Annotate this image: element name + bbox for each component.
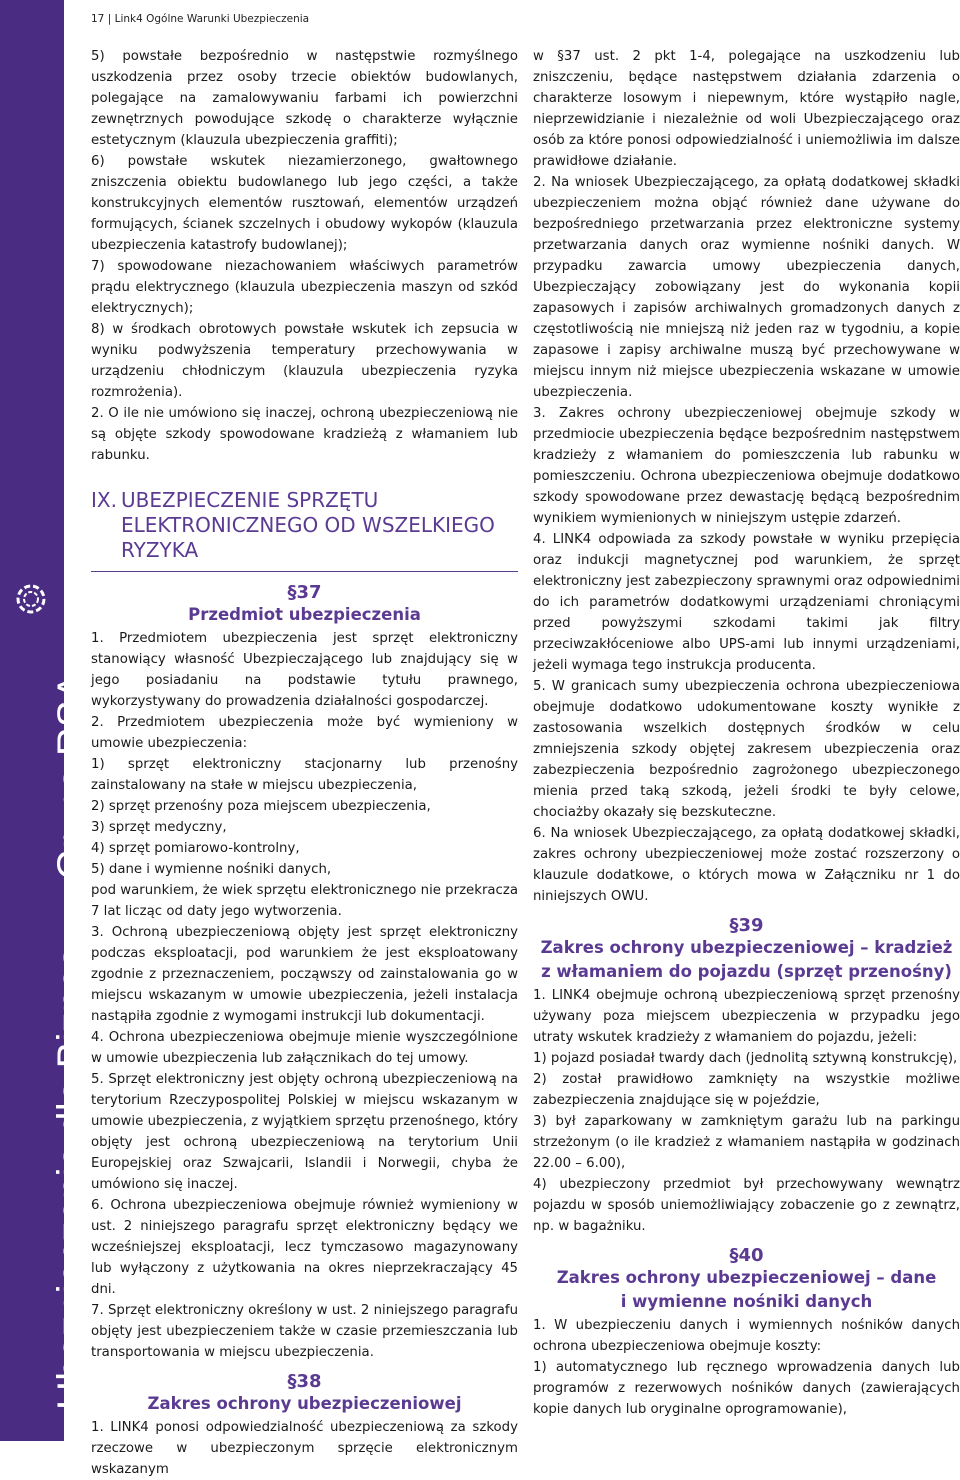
- section-title-line: ELEKTRONICZNEGO OD WSZELKIEGO: [121, 513, 495, 537]
- paragraph: 2. Na wniosek Ubezpieczającego, za opłatą dodatkowej składki ubezpieczeniem można objąć również dane używane do bezpośredniego przetwarzania przez elektroniczne systemy przetwarzania danych oraz wymienne nośniki danych. W przypadku zawarcia umowy ubezpieczenia danych, Ubezpieczający zobowiązany jest do wykonania kopii zapasowych i zapisów archiwalnych gromadzonych danych z częstotliwością nie mniejszą niż jeden raz w tygodniu, a kopie zapasowe i zapisy archiwalne muszą być przechowywane w miejscu innym niż miejsce ubezpieczenia wskazane w umowie ubezpieczenia.: [533, 175, 960, 400]
- paragraph-mark: §40: [729, 1245, 764, 1266]
- list-item: 5) dane i wymienne nośniki danych,: [91, 862, 332, 877]
- section-number: IX.: [91, 488, 117, 512]
- paragraph: 1. Przedmiotem ubezpieczenia jest sprzęt elektroniczny stanowiący własność Ubezpieczającego lub znajdujący się w jego posiadaniu na podstawie tytułu prawnego, wykorzystywany do prowadzenia działalności gospodarczej.: [91, 631, 518, 709]
- paragraph: 5) powstałe bezpośrednio w następstwie rozmyślnego uszkodzenia przez osoby trzecie obiektów budowlanych, polegające na zamalowywaniu farbami ich powierzchni zewnętrznych powodujące szkodę o charakterze wyłącznie estetycznym (klauzula ubezpieczenia graffiti);: [91, 49, 518, 148]
- header-separator: |: [107, 13, 112, 25]
- section-heading: [91, 488, 518, 572]
- paragraph-title-line: z włamaniem do pojazdu (sprzęt przenośny): [541, 962, 952, 981]
- paragraph: 2. O ile nie umówiono się inaczej, ochroną ubezpieczeniową nie są objęte szkody spowodowane kradzieżą z włamaniem lub rabunku.: [91, 406, 518, 463]
- paragraph: 1. W ubezpieczeniu danych i wymiennych nośników danych ochrona ubezpieczeniowa obejmuje koszty:: [533, 1318, 960, 1354]
- paragraph-title-line: Zakres ochrony ubezpieczeniowej – dane: [556, 1268, 937, 1287]
- paragraph: w §37 ust. 2 pkt 1-4, polegające na uszkodzeniu lub zniszczeniu, będące następstwem działania zdarzenia o charakterze losowym i niepewnym, które wystąpiło nagle, nieprzewidzianie i niezależnie od woli Ubezpieczającego oraz osób za które ponosi odpowiedzialność i uniemożliwia im dalsze prawidłowe działanie.: [533, 49, 960, 169]
- list-item: 2) został prawidłowo zamknięty na wszystkie możliwe zabezpieczenia znajdujące się w pojeździe,: [533, 1072, 960, 1108]
- right-column: [533, 46, 960, 1420]
- paragraph-mark: §37: [287, 582, 322, 603]
- paragraph: 4. LINK4 odpowiada za szkody powstałe w wyniku przepięcia oraz indukcji magnetycznej pod warunkiem, że sprzęt elektroniczny jest zabezpieczony sprawnymi oraz odpowiednimi do ich parametrów dodatkowymi urządzeniami chroniącymi przed powyższymi szkodami takimi jak filtry przeciwzakłóceniowe albo UPS-ami lub innymi urządzeniami, jeżeli wymaga tego instrukcja producenta.: [533, 532, 960, 673]
- list-item: 4) ubezpieczony przedmiot był przechowywany wewnątrz pojazdu w sposób uniemożliwiający zobaczenie go z zewnątrz, np. w bagażniku.: [533, 1177, 960, 1234]
- paragraph: 1. LINK4 ponosi odpowiedzialność ubezpieczeniową za szkody rzeczowe w ubezpieczonym sprzęcie elektronicznym wskazanym: [91, 1420, 518, 1477]
- document-title: Link4 Ogólne Warunki Ubezpieczenia: [114, 13, 310, 25]
- paragraph: 6. Na wniosek Ubezpieczającego, za opłatą dodatkowej składki, zakres ochrony ubezpieczeniowej może zostać rozszerzony o klauzule dodatkowe, o których mowa w Załączniku nr 1 do niniejszych OWU.: [533, 826, 960, 904]
- paragraph: 3. Zakres ochrony ubezpieczeniowej obejmuje szkody w przedmiocie ubezpieczenia będące bezpośrednim następstwem kradzieży z włamaniem do pomieszczenia lub rabunku w pomieszczeniu. Ochrona ubezpieczeniowa obejmuje dodatkowo szkody spowodowane przez dewastację będącą bezpośrednim wynikiem wymienionych w niniejszym ustępie zdarzeń.: [533, 406, 960, 526]
- sidebar-band: [0, 0, 94, 1441]
- list-item: 4) sprzęt pomiarowo-kontrolny,: [91, 841, 300, 856]
- list-item: 1) automatycznego lub ręcznego wprowadzenia danych lub programów z rezerwowych nośników danych (zawierających kopie danych lub oryginalne oprogramowanie),: [533, 1360, 960, 1417]
- paragraph-mark: §39: [729, 915, 764, 936]
- section-title-line: RYZYKA: [121, 538, 199, 562]
- list-item: 1) sprzęt elektroniczny stacjonarny lub przenośny zainstalowany na stałe w miejscu ubezpieczenia,: [91, 757, 518, 793]
- paragraph: 2. Przedmiotem ubezpieczenia może być wymieniony w umowie ubezpieczenia:: [91, 715, 518, 751]
- paragraph-title-line: Zakres ochrony ubezpieczeniowej – kradzież: [540, 938, 953, 957]
- list-item: 3) był zaparkowany w zamkniętym garażu lub na parkingu strzeżonym (o ile kradzież z włamaniem nastąpiła w godzinach 22.00 – 6.00),: [533, 1114, 960, 1171]
- paragraph-title: Przedmiot ubezpieczenia: [188, 605, 421, 624]
- paragraph: 7) spowodowane niezachowaniem właściwych parametrów prądu elektrycznego (klauzula ubezpieczenia maszyn od szkód elektrycznych);: [91, 259, 518, 316]
- paragraph: 5. Sprzęt elektroniczny jest objęty ochroną ubezpieczeniową na terytorium Rzeczypospolitej Polskiej w miejscu wskazanym w umowie ubezpieczenia, z wyjątkiem sprzętu przenośnego, który objęty jest ochroną ubezpieczeniową na terytorium Unii Europejskiej oraz Szwajcarii, Islandii i Norwegii, chyba że umówiono się inaczej.: [91, 1072, 518, 1192]
- list-item: 2) sprzęt przenośny poza miejscem ubezpieczenia,: [91, 799, 431, 814]
- paragraph: 6) powstałe wskutek niezamierzonego, gwałtownego zniszczenia obiektu budowlanego lub jego części, a także konstrukcyjnych elementów rusztowań, elementów urządzeń formujących, ścianek szczelnych i obudowy wykopów (klauzula ubezpieczenia katastrofy budowlanej);: [91, 154, 518, 253]
- page-number: 17: [91, 13, 105, 25]
- paragraph-mark: §38: [287, 1371, 322, 1392]
- list-item: 1) pojazd posiadał twardy dach (jednolitą sztywną konstrukcję),: [533, 1051, 958, 1066]
- list-item: 3) sprzęt medyczny,: [91, 820, 227, 835]
- left-column: [91, 46, 518, 1480]
- paragraph: 1. LINK4 obejmuje ochroną ubezpieczeniową sprzęt przenośny używany poza miejscem ubezpieczenia w przypadku jego utraty wskutek kradzieży z włamaniem do pojazdu, jeżeli:: [533, 988, 960, 1045]
- paragraph: 7. Sprzęt elektroniczny określony w ust. 2 niniejszego paragrafu objęty jest ubezpieczeniem także w czasie przemieszczania lub transportowania w miejscu ubezpieczenia.: [91, 1303, 518, 1360]
- paragraph-title-line: i wymienne nośniki danych: [620, 1292, 873, 1311]
- page-header: [91, 13, 309, 25]
- paragraph: 8) w środkach obrotowych powstałe wskutek ich zepsucia w wyniku podwyższenia temperatury przechowywania w urządzeniu chłodniczym (klauzula ubezpieczenia ryzyka rozmrożenia).: [91, 322, 518, 400]
- paragraph: pod warunkiem, że wiek sprzętu elektronicznego nie przekracza 7 lat licząc od daty jego wytworzenia.: [91, 883, 518, 919]
- sidebar-title: Ubezpieczenia dla Biznesu – Grupa RSA: [50, 673, 94, 1410]
- paragraph-title: Zakres ochrony ubezpieczeniowej: [147, 1394, 462, 1413]
- paragraph: 6. Ochrona ubezpieczeniowa obejmuje również wymieniony w ust. 2 niniejszego paragrafu sprzęt elektroniczny będący we wcześniejszej eksploatacji, lecz tymczasowo magazynowany lub wyłączony z użytkowania na okres nieprzekraczający 45 dni.: [91, 1198, 518, 1297]
- paragraph: 5. W granicach sumy ubezpieczenia ochrona ubezpieczeniowa obejmuje dodatkowo udokumentowane koszty wynikłe z zastosowania wszelkich dostępnych środków w celu zmniejszenia szkody objętej zakresem ubezpieczenia oraz zabezpieczenia bezpośrednio zagrożonego ubezpieczonego mienia przed taką szkodą, jeżeli środki te były celowe, chociażby okazały się bezskuteczne.: [533, 679, 960, 820]
- paragraph: 3. Ochroną ubezpieczeniową objęty jest sprzęt elektroniczny podczas eksploatacji, pod warunkiem że jest eksploatowany zgodnie z przeznaczeniem, począwszy od zainstalowania go w miejscu wskazanym w umowie ubezpieczenia, jeżeli instalacja nastąpiła zgodnie z wymogami instrukcji lub dokumentacji.: [91, 925, 518, 1024]
- paragraph: 4. Ochrona ubezpieczeniowa obejmuje mienie wyszczególnione w umowie ubezpieczenia lub załącznikach do tej umowy.: [91, 1030, 518, 1066]
- section-title-line: UBEZPIECZENIE SPRZĘTU: [121, 488, 379, 512]
- rsa-swirl-icon: [14, 582, 48, 616]
